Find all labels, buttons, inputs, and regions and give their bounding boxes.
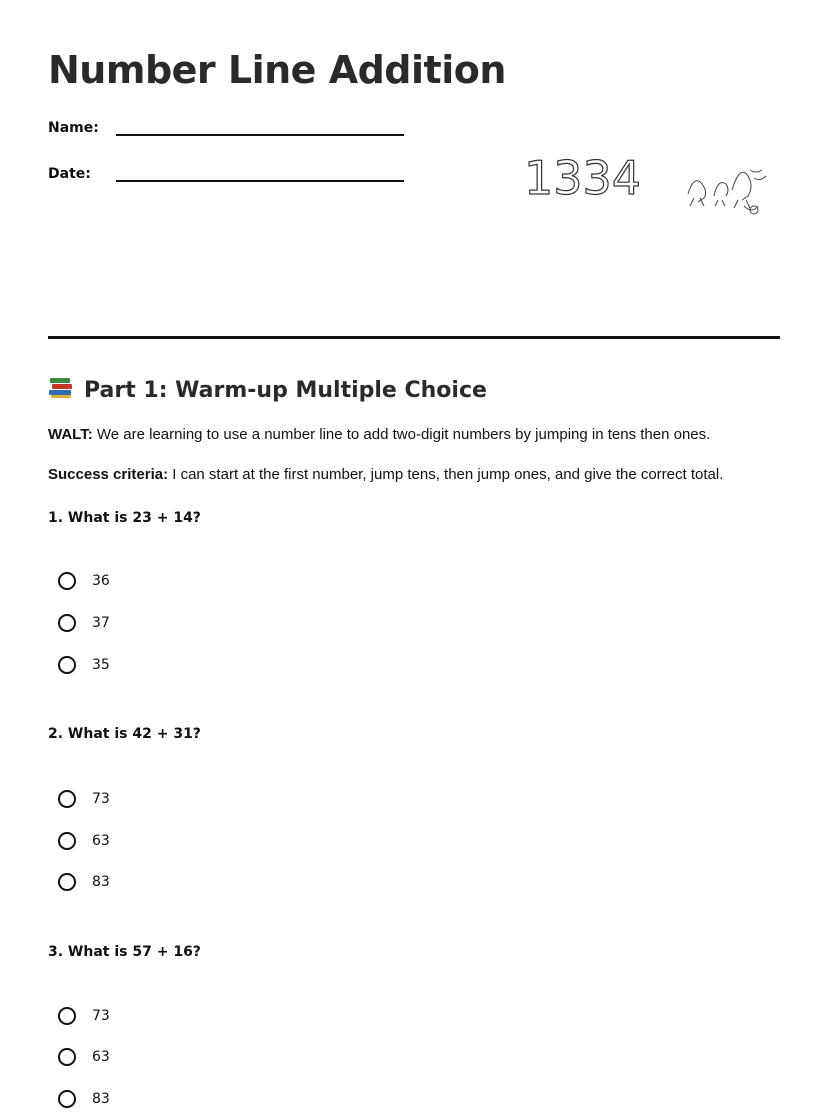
illustration-digits: 1334: [524, 151, 642, 205]
q3-option-3[interactable]: 83: [58, 1090, 110, 1108]
part1-title: Part 1: Warm-up Multiple Choice: [84, 377, 487, 403]
walt-label: WALT:: [48, 426, 93, 443]
section-divider: [48, 336, 780, 339]
question-2: 2. What is 42 + 31?: [48, 726, 201, 742]
name-label: Name:: [48, 120, 99, 136]
q1-option-2[interactable]: 37: [58, 614, 110, 632]
radio-button[interactable]: [58, 1090, 76, 1108]
radio-button[interactable]: [58, 1007, 76, 1025]
radio-button[interactable]: [58, 572, 76, 590]
q1-option-1[interactable]: 36: [58, 572, 110, 590]
radio-button[interactable]: [58, 656, 76, 674]
question-1: 1. What is 23 + 14?: [48, 510, 201, 526]
name-field: [48, 118, 404, 136]
success-criteria: [48, 466, 723, 483]
date-input-line[interactable]: [116, 164, 404, 182]
q2-option-1[interactable]: 73: [58, 790, 110, 808]
radio-button[interactable]: [58, 790, 76, 808]
q3-option-2[interactable]: 63: [58, 1048, 110, 1066]
name-input-line[interactable]: [116, 118, 404, 136]
success-label: Success criteria:: [48, 466, 169, 483]
page-title: Number Line Addition: [48, 48, 506, 92]
success-text: I can start at the first number, jump tens, then jump ones, and give the correct total.: [168, 466, 724, 483]
q3-option-1[interactable]: 73: [58, 1007, 110, 1025]
part1-heading: [48, 374, 487, 406]
walt-text: We are learning to use a number line to add two-digit numbers by jumping in tens then ones.: [92, 426, 711, 443]
date-field: [48, 164, 404, 182]
question-3: 3. What is 57 + 16?: [48, 944, 201, 960]
date-label: Date:: [48, 166, 91, 182]
q2-option-2[interactable]: 63: [58, 832, 110, 850]
radio-button[interactable]: [58, 873, 76, 891]
walt-statement: [48, 426, 710, 443]
q2-option-3[interactable]: 83: [58, 873, 110, 891]
worksheet-page: [48, 0, 780, 1118]
books-icon: [48, 374, 84, 406]
radio-button[interactable]: [58, 832, 76, 850]
radio-button[interactable]: [58, 1048, 76, 1066]
q1-option-3[interactable]: 35: [58, 656, 110, 674]
radio-button[interactable]: [58, 614, 76, 632]
numbers-kangaroos-illustration: [518, 150, 770, 218]
